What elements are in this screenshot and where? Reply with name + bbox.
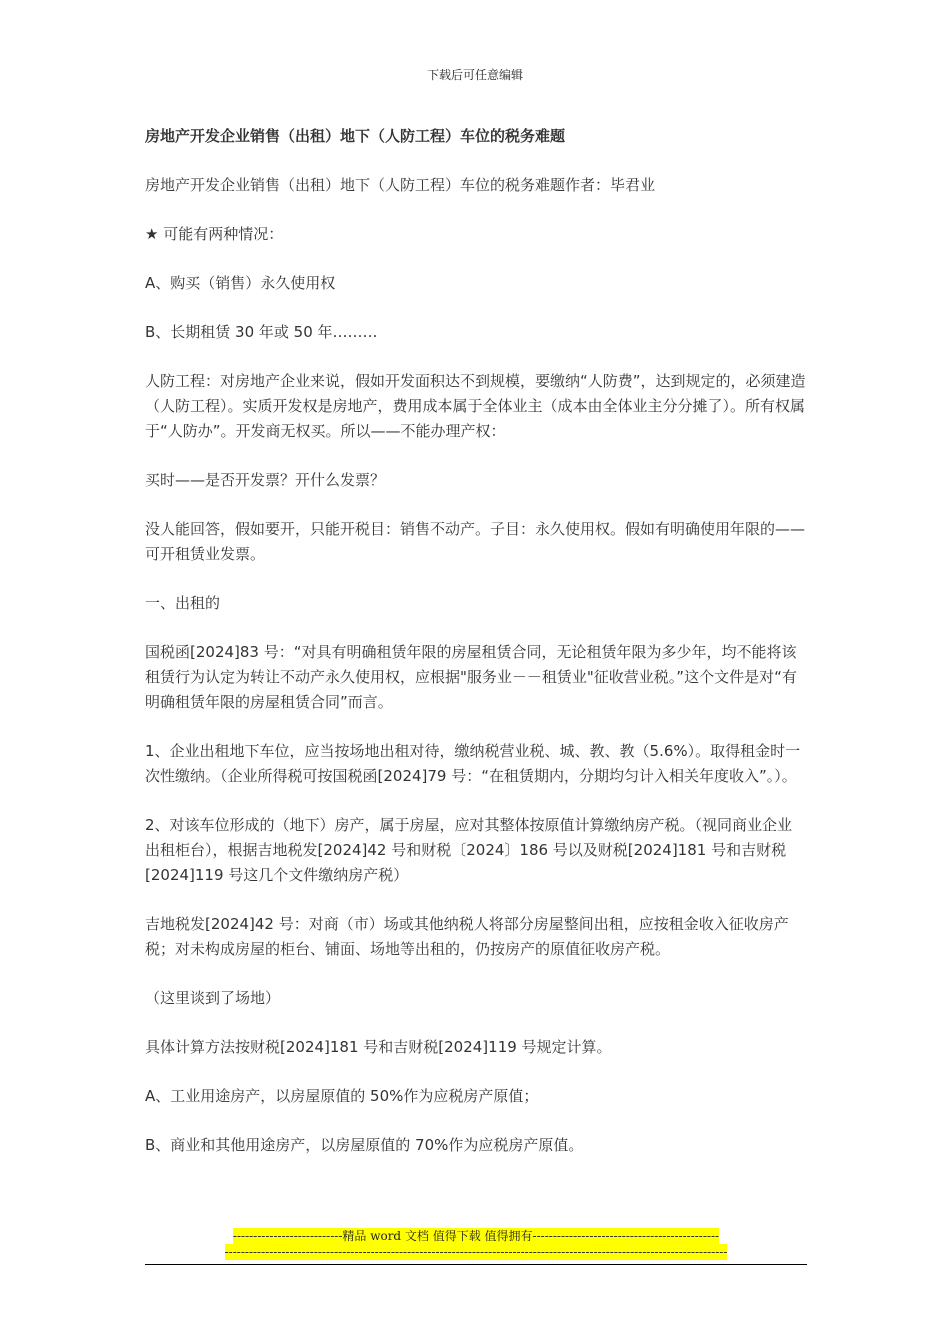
section-heading-rental: 一、出租的	[145, 594, 221, 612]
jilin-tax-42-paragraph: 吉地税发[2024]42 号：对商（市）场或其他纳税人将部分房屋整间出租，应按租金收入征收房产税；对未构成房屋的柜台、铺面、场地等出租的，仍按房产的原值征收房产税。	[145, 915, 789, 958]
industrial-rate-paragraph: A、工业用途房产，以房屋原值的 50%作为应税房产原值；	[145, 1087, 539, 1105]
venue-note-paragraph: （这里谈到了场地）	[145, 989, 281, 1007]
point-2-paragraph: 2、对该车位形成的（地下）房产，属于房屋，应对其整体按原值计算缴纳房产税。（视同商业企业出租柜台），根据吉地税发[2024]42 号和财税〔2024〕186 号以及财税[2024]181 号和吉财税[2024]119 号这几个文件缴纳房产税）	[145, 816, 793, 884]
case-a-paragraph: A、购买（销售）永久使用权	[145, 274, 336, 292]
invoice-answer-paragraph: 没人能回答，假如要开，只能开税目：销售不动产。子目：永久使用权。假如有明确使用年限的——可开租赁业发票。	[145, 520, 806, 563]
case-b-paragraph: B、长期租赁 30 年或 50 年………	[145, 323, 378, 341]
document-title: 房地产开发企业销售（出租）地下（人防工程）车位的税务难题	[145, 127, 566, 145]
page-header: 下载后可任意编辑	[426, 68, 523, 82]
footer-divider	[145, 1264, 807, 1265]
two-cases-intro: ★ 可能有两种情况：	[145, 225, 284, 243]
point-1-paragraph: 1、企业出租地下车位，应当按场地出租对待，缴纳税营业税、城、教、教（5.6%）。取得租金时一次性缴纳。（企业所得税可按国税函[2024]79 号：“在租赁期内，分期均匀计入相关年度收入”。）。	[145, 742, 801, 785]
commercial-rate-paragraph: B、商业和其他用途房产，以房屋原值的 70%作为应税房产原值。	[145, 1136, 584, 1154]
invoice-question-paragraph: 买时——是否开发票？开什么发票？	[145, 471, 386, 489]
tax-letter-83-paragraph: 国税函[2024]83 号：“对具有明确租赁年限的房屋租赁合同，无论租赁年限为多少年，均不能将该租赁行为认定为转让不动产永久使用权，应根据"服务业－－租赁业"征收营业税。”这个文件是对“有明确租赁年限的房屋租赁合同”而言。	[145, 643, 797, 711]
page-footer	[145, 1228, 807, 1265]
civil-defense-paragraph: 人防工程：对房地产企业来说，假如开发面积达不到规模，要缴纳“人防费”，达到规定的，必须建造（人防工程）。实质开发权是房地产，费用成本属于全体业主（成本由全体业主分分摊了）。所有权属于“人防办”。开发商无权买。所以——不能办理产权：	[145, 372, 806, 440]
calculation-method-paragraph: 具体计算方法按财税[2024]181 号和吉财税[2024]119 号规定计算。	[145, 1038, 612, 1056]
footer-promo-line: ---------------------------精品 word 文档 值得下载 值得拥有----------------------------------------------	[232, 1229, 720, 1243]
document-body	[145, 124, 807, 1182]
author-line: 房地产开发企业销售（出租）地下（人防工程）车位的税务难题作者：毕君业	[145, 176, 656, 194]
footer-dash-line: ----------------------------------------------------------------------------------------------------------------------------	[224, 1245, 728, 1259]
